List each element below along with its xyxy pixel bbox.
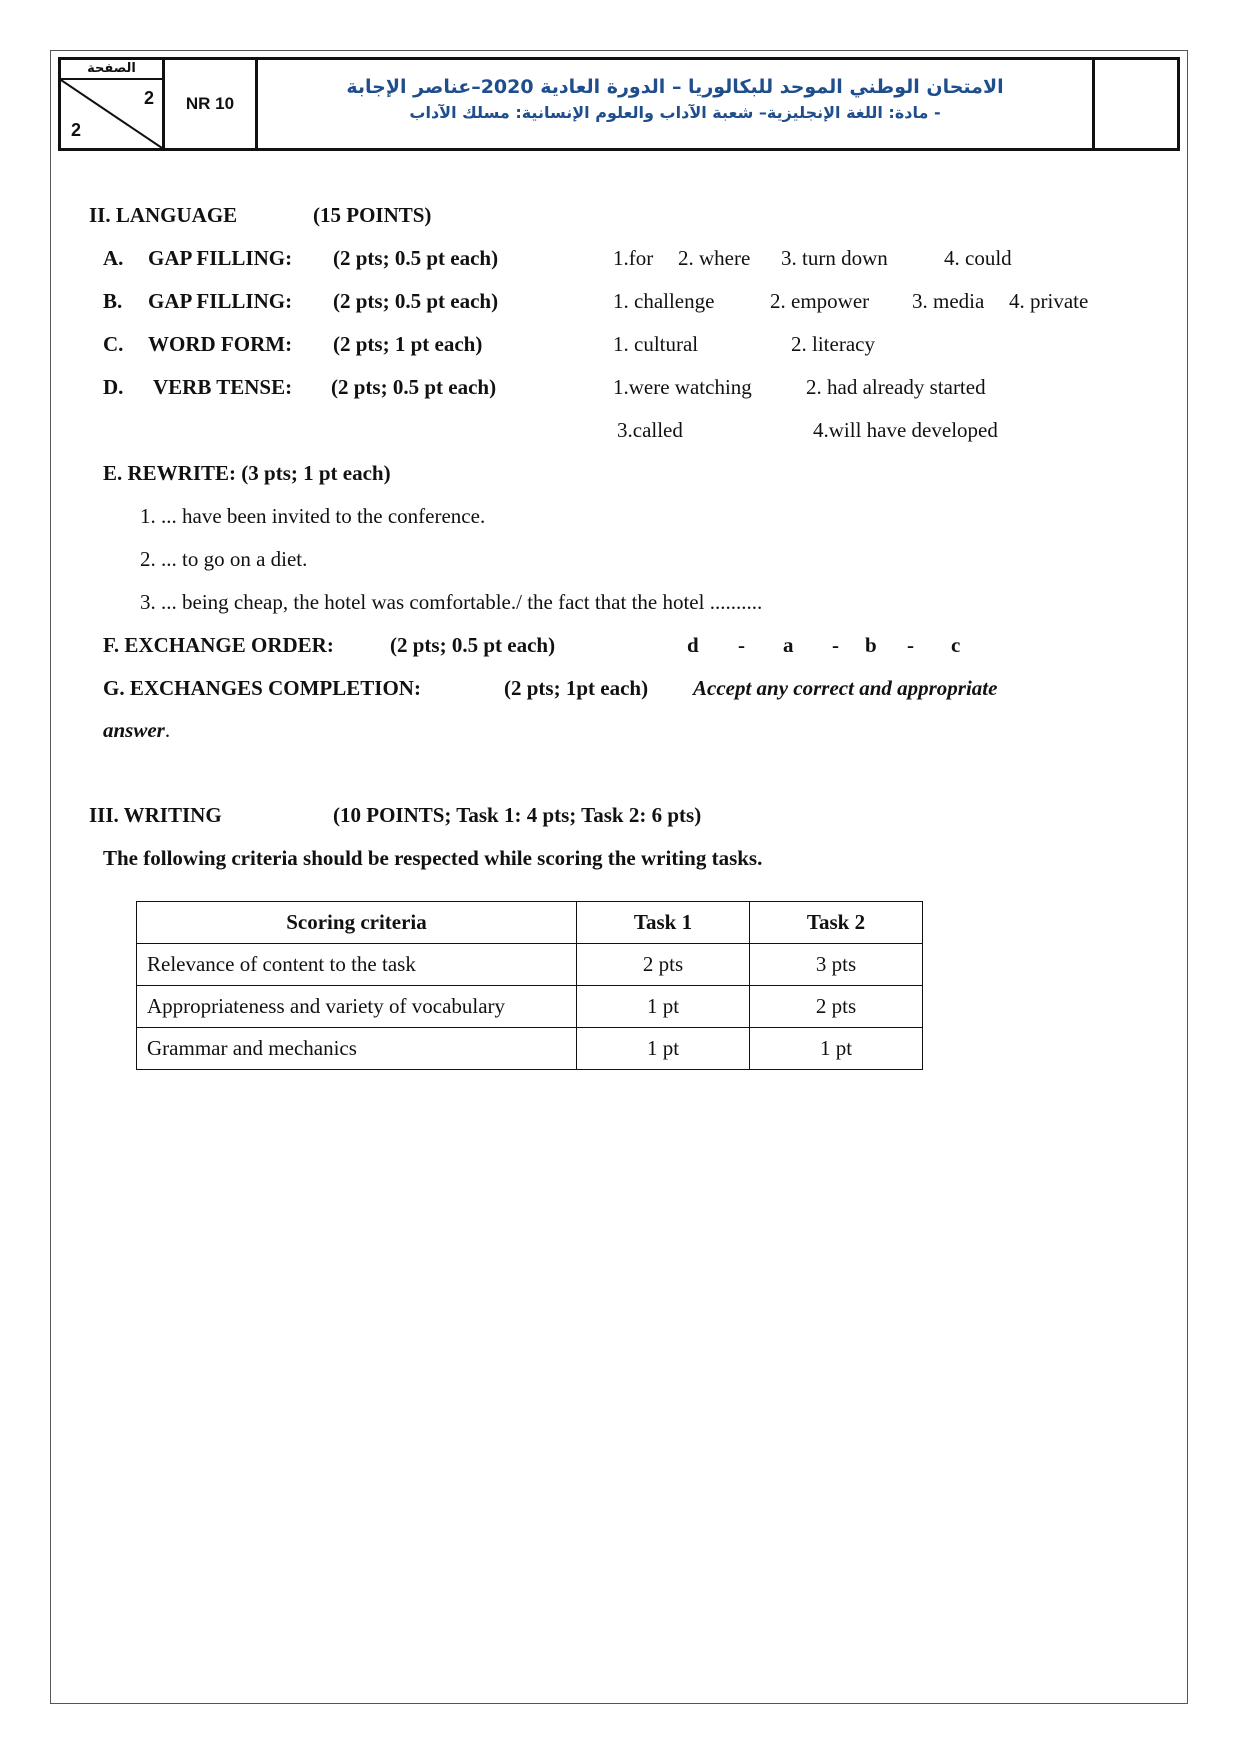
column-header: Scoring criteria (137, 902, 577, 944)
order-item: d (687, 633, 699, 657)
task1-cell: 1 pt (577, 986, 750, 1028)
grading-note: Accept any correct and appropriate (693, 676, 998, 700)
grading-note-continued: answer. (103, 718, 171, 742)
criteria-cell: Grammar and mechanics (137, 1028, 577, 1070)
answer: 1. cultural (613, 332, 699, 356)
order-item: a (783, 633, 794, 657)
exam-title-line1: الامتحان الوطني الموحد للبكالوريا – الدورة العادية 2020–عناصر الإجابة (346, 76, 1004, 98)
scoring-table (136, 901, 923, 1070)
answer: 4.will have developed (813, 418, 998, 442)
rewrite-answer: 1. ... have been invited to the conference. (140, 504, 486, 528)
answer: 4. could (944, 246, 1012, 270)
page-number-box (61, 60, 165, 148)
column-header: Task 2 (750, 902, 923, 944)
answer: 1.were watching (613, 375, 752, 399)
table-row (137, 1028, 923, 1070)
answer: 2. had already started (806, 375, 986, 399)
order-separator: - (832, 633, 839, 657)
column-header: Task 1 (577, 902, 750, 944)
order-item: c (951, 633, 961, 657)
exam-code: NR 10 (165, 60, 258, 148)
page-label: الصفحة (61, 60, 162, 80)
answer: 2. where (678, 246, 751, 270)
writing-intro: The following criteria should be respected while scoring the writing tasks. (103, 846, 763, 870)
section-d: D. VERB TENSE: (2 pts; 0.5 pt each) (103, 375, 497, 399)
table-row (137, 986, 923, 1028)
writing-points: (10 POINTS; Task 1: 4 pts; Task 2: 6 pts) (333, 803, 702, 827)
section-f: F. EXCHANGE ORDER: (2 pts; 0.5 pt each) (103, 633, 556, 657)
answer: 2. empower (770, 289, 870, 313)
task2-cell: 2 pts (750, 986, 923, 1028)
section-b: B. GAP FILLING: (2 pts; 0.5 pt each) (103, 289, 499, 313)
language-heading: II. LANGUAGE (15 POINTS) (89, 203, 432, 227)
section-g: G. EXCHANGES COMPLETION: (2 pts; 1pt each) Accept any correct and appropriate (103, 676, 998, 700)
answer: 3. turn down (781, 246, 888, 270)
rewrite-answer: 3. ... being cheap, the hotel was comfortable./ the fact that the hotel .......... (140, 590, 763, 614)
answer: 4. private (1009, 289, 1089, 313)
table-header-row (137, 902, 923, 944)
answer: 3.called (617, 418, 683, 442)
order-separator: - (907, 633, 914, 657)
section-a: A. GAP FILLING: (2 pts; 0.5 pt each) (103, 246, 499, 270)
answer: 2. literacy (791, 332, 875, 356)
order-item: b (865, 633, 877, 657)
answer: 1. challenge (613, 289, 715, 313)
rewrite-answer: 2. ... to go on a diet. (140, 547, 308, 571)
writing-heading: III. WRITING (10 POINTS; Task 1: 4 pts; Task 2: 6 pts) (89, 803, 702, 827)
answer: 3. media (912, 289, 985, 313)
criteria-cell: Appropriateness and variety of vocabulary (137, 986, 577, 1028)
section-c: C. WORD FORM: (2 pts; 1 pt each) (103, 332, 483, 356)
order-separator: - (738, 633, 745, 657)
table-row (137, 944, 923, 986)
task1-cell: 2 pts (577, 944, 750, 986)
exam-title (258, 60, 1095, 148)
page-number: 2 (143, 88, 154, 108)
total-pages: 2 (71, 120, 82, 140)
exam-header (58, 57, 1180, 151)
task2-cell: 1 pt (750, 1028, 923, 1070)
criteria-cell: Relevance of content to the task (137, 944, 577, 986)
answer: 1.for (613, 246, 654, 270)
section-e-title: E. REWRITE: (3 pts; 1 pt each) (103, 461, 391, 485)
task2-cell: 3 pts (750, 944, 923, 986)
task1-cell: 1 pt (577, 1028, 750, 1070)
language-points: (15 POINTS) (313, 203, 432, 227)
exam-title-line2: - مادة: اللغة الإنجليزية– شعبة الآداب والعلوم الإنسانية: مسلك الآداب (409, 103, 941, 122)
